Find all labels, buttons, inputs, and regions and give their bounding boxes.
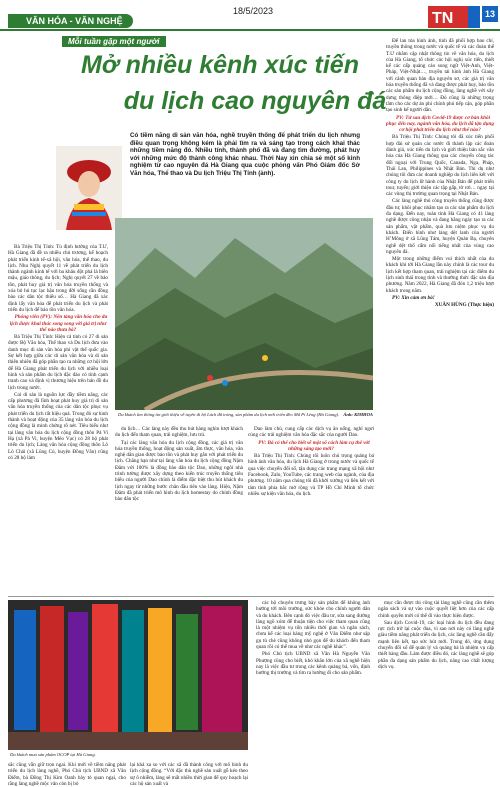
column-3 — [248, 426, 374, 498]
closing-line: PV: Xin cảm ơn bà! — [392, 294, 435, 301]
paragraph: Bà Triệu Thị Tính: Chúng tôi luôn chú trọng quảng bá hình ảnh văn hóa, du lịch Hà Giang ở trong nước và quốc tế qua việc chuyển đổi số, tận dụng các trang mạng xã hội như Facebook, Zalo, YouTube, các trang web của ngành, của địa phương. 10 năm qua chúng tôi đã khởi xướng và liên kết với tám tỉnh phía bắc mở rộng và TP Hồ Chí Minh tổ chức nhiều sự kiện văn hóa, du lịch. — [248, 453, 374, 497]
paragraph: Các làng nghề thủ công truyền thống cũng được đầu tư, khôi phục nhằm tạo ra các sản phẩm du lịch đa dạng. Đến nay, toàn tỉnh Hà Giang có 41 làng nghề được công nhận và đang hằng ngày tạo ra các sản phẩm, vật phẩm, quà lưu niệm phục vụ du khách. Điển hình như làng dệt lanh của người H’Mông ở xã Lũng Tám, huyện Quản Bạ, chuyên nghề dệt thổ cẩm nổi tiếng nhất của vùng cao nguyên đá. — [386, 198, 494, 255]
headline-line1: Mở nhiều kênh xúc tiến — [81, 51, 359, 79]
lower-column-2: lại khá xa so với các xã đã thành công với mô hình du lịch cộng đồng. “Với đặc thù nghề sản xuất gỗ kéo theo sự ô nhiễm, làng sẽ mất nhiều thời gian để quy hoạch lại các hộ sản xuất và — [130, 762, 248, 787]
caption-text: Du khách tìm thông tin giới thiệu về tuyến di bộ Lách đã tráng, sản phẩm du lịch mới triển đèo Mã Pí Lèng (Hà Giang). — [118, 412, 340, 417]
header-divider — [0, 29, 500, 31]
paragraph: Tại các làng văn hóa du lịch cộng đồng, các giá trị văn hóa truyền thống, hoạt động sản xuất, ẩm thực, văn hóa, văn nghệ dân gian được bảo tồn và phát huy gắn với phát triển du lịch. Chẳng hạn như tại làng văn hóa du lịch cộng đồng Nậm Đăm với 100% là đồng bào dân tộc Dao, những ngôi nhà trình tường được xây dựng theo kiến trúc truyền thống tiêu biểu của người Dao chính là điểm đặc biệt thu hút khách du lịch ngay từ những bước chân đầu tiên vào làng. Hiện, Nậm Đăm đã phát triển mô hình du lịch homestay do chính đồng bào dân tộc — [115, 439, 243, 503]
lower-column-1: sắc cũng vẫn giữ trọn ngai. Khi mới về tiềm năng phát triển du lịch làng nghề, Phó Chủ tịch UBND xã Vân Điểm, bà Đồng Thị Kim Oanh bày tỏ quan ngại, cho rằng làng nghề mộc vân còn bị bỏ — [8, 762, 126, 787]
page-number: 13 — [482, 6, 498, 22]
article-sapo: Có tiềm năng di sản văn hóa, nghề truyền thống để phát triển du lịch nhưng điều quan trọng không kém là phải tìm ra và sáng tạo trong cách khai thác những tiềm năng đó. Nhiều tính, thành phố đã và đang tìm đường, phát huy với những mức độ thành công khác nhau. Thời Nay xin chia sẻ một số kinh nghiệm từ cao nguyên đá Hà Giang qua cuộc phỏng vấn Phó Giám đốc Sở Văn hóa, Thể thao và Du lịch Triệu Thị Tính (ảnh). — [130, 132, 360, 177]
lower-column-3 — [256, 600, 370, 678]
paragraph: Bà Triệu Thị Tính: Tù định hướng của T.Ư, Hà Giang đã đề ra nhiều chủ trương, kế hoạch phát triển kinh tế-xã hội, văn hóa, thể thao, du lịch. Nhu Nghị quyết 11 về phát triển du lịch thành ngành kinh tế với ba khâu đột phá là biên mậu, giáo thông, du lịch; Nghị quyết 27 về bảo tồn, phát huy giá trị văn hóa truyền thống và xóa bỏ hủ tục lạc hậu trong đời sống cần đồng bào các dân tộc thiểu số… Hà Giang đã xác định lấy văn hóa để phát triển du lịch và phát triển du lịch để bảo tồn văn hóa. — [8, 244, 108, 313]
headline-line2: du lịch cao nguyên đá — [123, 87, 387, 115]
paragraph: Để lan tỏa hình ảnh, tính đã phối hợp bao chí, truyền thông trong nước và quốc tế và các đoàn thể T.Ư nhằm cập nhật thông tin về văn hóa, du lịch của Hà Giang, tổ chức các hội nghị xúc tiến, thiết kế các cấp quảng cáo song ngữ Việt-Anh, Việt-Pháp, Việt-Nhật…, truyền tải hình ảnh Hà Giang với cảnh quan bản địa nguyên sơ, các giá trị văn hóa truyền thống đã và đang được phát huy, bảo tồn các sản phẩm du lịch cộng đồng, làng nghề với xây dựng thông điệp mới… Đó cũng là những trọng tâm cho các dự án phi chính phủ tiếp cận, góp phần tạo sinh kế người dân. — [386, 38, 494, 114]
column-4 — [386, 38, 494, 309]
kicker-label: Mỗi tuần gặp một người — [62, 36, 166, 47]
interview-question: PV: Bà có thể cho biết sẽ một số cách làm cụ thể với những sáng tạo mới? — [258, 439, 370, 452]
section-label: VĂN HÓA - VĂN NGHỆ — [8, 14, 133, 28]
portrait-photo — [56, 146, 122, 230]
interview-question: Phóng viên (PV): Nền tảng văn hóa cho du lịch được khai thác song song với giá trị như thế nào thưa bà? — [9, 314, 108, 333]
photo-caption — [118, 412, 373, 418]
paragraph: du lịch… Các làng này đều thu hút hàng nghìn lượt khách du lịch đến tham quan, trải nghiệm, lưu trú. — [115, 426, 243, 439]
paragraph: các hộ chuyên trưng bày sản phẩm để không ảnh hưởng tới môi trường, sức khỏe cho chính người dân và du khách. Bên cạnh đó việc đầu tư, sửa sang đường làng ngõ xóm để thuận tiện cho việc tham quan cũng là một nhiệm vụ tốn nhiều thời gian và ngân sách, chưa kể các loại hàng mỹ nghệ ở Vân Điểm như sập gụ tủ chè cũng không nhỏ gọn để du khách đến tham quan rồi có thể mua về như các nghề khác”. — [256, 600, 370, 651]
interview-question: PV: Từ sau dịch Covid-19 được cơ bản khôi phục đến nay, ngành văn hóa, du lịch đã tận dụng cơ hội phát triển du lịch như thế nào? — [386, 114, 494, 134]
paragraph: Một trong những điểm vui thích nhất của du khách khi tới Hà Giang lần này chính là các tour du lịch kết hợp tham quan, trải nghiệm tại các điểm du lịch sinh thái trong tỉnh và thưởng thức đặc sản địa phương. Năm 2022, Hà Giang đã đón 1,2 triệu lượt khách trong năm. — [386, 256, 494, 294]
photo-credit: Ảnh: KIMHOA — [343, 412, 373, 417]
textile-photo — [8, 600, 248, 750]
photo-caption: Du khách mua sản phẩm OCOP tại Hà Giang. — [10, 752, 96, 757]
newspaper-logo — [428, 2, 480, 30]
section-divider — [8, 596, 494, 597]
paragraph: Bà Triệu Thị Tính: Chúng tôi đã xúc tiến phối hợp đài sứ quán các nước đi thành lập các đoàn đánh giá, xúc tiến du lịch và giới thiệu bản sắc văn hóa của Hà Giang thông qua các chuyến công tác đối ngoại với Trung Quốc, Canada, Nga, Pháp, Thái Lan, Philippines và Nhật Bản. Thí dụ như chúng tôi đưa các doanh nghiệp du lịch liên kết với công ty du lịch lữ hành của Nhật Bản để phát triển tour, tuyến; giới thiệu các tập gấp, tờ rơi… ngay tại các vùng thị trường quan trọng tại Nhật Bản. — [386, 134, 494, 198]
issue-date: 18/5/2023 — [233, 6, 274, 16]
paragraph: Bà Triệu Thị Tính: Hiện cả tính có 27 di sản được Bộ Văn hóa, Thể thao và Du lịch đưa vào danh mục di sản văn hóa phi vật thể quốc gia. Sự kết hợp giữa các di sản văn hóa và di sản thiên nhiên đã góp phần tạo ra những cơ hội lớn để Hà Giang phát triển du lịch với nhiều loại hình và sản phẩm du lịch đặc đáo có tính cạnh tranh cao và định vị thương hiệu trên bản đồ du lịch trong nước. — [8, 334, 108, 391]
paragraph: Coi di sản là nguồn lực đầy tiềm năng, các cấp phương đã lĩnh hoạt phát huy giá trị di sản văn hóa truyền thống của các dân tộc phục vụ phát triển du lịch rất hiệu quả. Trong đó sự hình thành và hoạt động của 35 làng văn hóa du lịch cộng đồng là minh chứng rõ nét. Tiêu biểu như tại làng văn hóa du lịch cộng đồng thôn Pả Vi Hạ (xã Pả Vi, huyện Mèo Vạc) có 28 hộ phát triển du lịch; Làng văn hóa cộng đồng thôn Lô Lô Chải (xã Lũng Cú, huyện Đồng Văn) cũng có 28 hộ làm — [8, 391, 108, 461]
column-1 — [8, 244, 108, 462]
paragraph: Dao làm chủ, cung cấp các dịch vụ ăn uống, nghỉ ngơi cùng các trải nghiệm văn hóa đặc sắc của người Dao. — [248, 426, 374, 439]
lower-column-4 — [378, 600, 494, 671]
svg-text:TN: TN — [432, 10, 454, 27]
byline: XUÂN HÙNG (Thực hiện) — [434, 302, 494, 309]
column-2 — [115, 426, 243, 504]
paragraph: Sau dịch Covid-19, các loại hình du lịch đều đang rực rịch trở lại cuộc đua, vì sao nơi này có làng nghề giàu tiềm năng phát triển du lịch, các làng nghề cần đẩy mạnh liên kết, tạo sức hút mới. Trong đó, ứng dụng chuyển đổi số để quản lý và quảng bá là nhiệm vụ cấp thiết hàng đầu. Làm được điều đó, các làng nghề sẽ góp phần đa dạng sản phẩm du lịch, nâng cao chất lượng dịch vụ. — [378, 619, 494, 670]
mountain-photo — [115, 218, 373, 410]
paragraph: Phó Chủ tịch UBND xã Vân Hà Nguyễn Văn Phượng cũng cho biết, khó khăn lớn của xã nghề hiện nay là việc đầu tư trong các kênh quảng bá, vốn, định hướng thị trường và tìm ra hướng đi cho sản phẩm. — [256, 651, 370, 677]
paragraph: mục cần được thi công tài làng nghề cũng cần thêm ngân sách và sự vào cuộc quyết liệt hơn của các cấp chính quyền mới có thể đi vào thực hiện được. — [378, 600, 494, 619]
